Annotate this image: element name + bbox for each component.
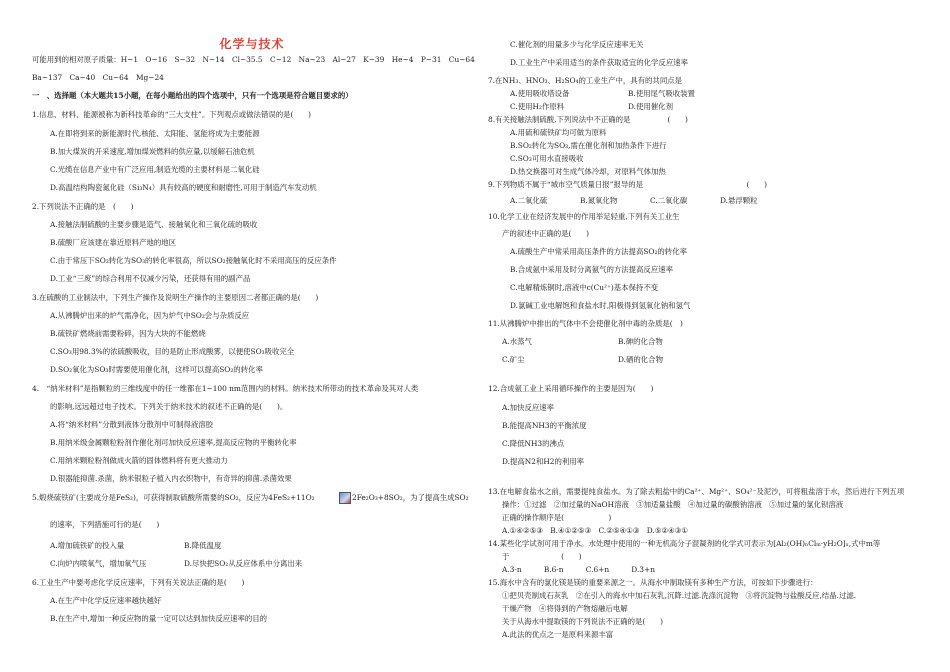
q9-stem: 9.下列物质不属于“城市空气质量日报”报导的是 ( ) bbox=[488, 180, 768, 189]
q10-stem: 10.化学工业在经济发展中的作用举足轻重,下列有关工业生 bbox=[488, 212, 680, 221]
q4-option-b: B.用纳米级金属颗粒粉剂作催化剂可加快反应速率,提高反应物的平衡转化率 bbox=[50, 438, 297, 447]
q3-option-d: D.SO₂氧化为SO₃时需要使用催化剂，这样可以提高SO₂的转化率 bbox=[50, 365, 263, 374]
q9-option-d: D.悬浮颗粒 bbox=[720, 196, 758, 205]
q4-option-c: C.用纳米颗粒粉剂做成火箭的固体燃料将有更大推动力 bbox=[50, 456, 228, 465]
q3-stem: 3.在硫酸的工业制法中，下列生产操作及说明生产操作的主要原因二者都正确的是( ) bbox=[32, 293, 319, 302]
q11-stem: 11.从沸腾炉中排出的气体中不会使催化剂中毒的杂质是( ) bbox=[488, 319, 683, 328]
q1-option-c: C.光缆在信息产业中有广泛应用,制造光缆的主要材料是二氧化硅 bbox=[50, 165, 260, 174]
q15-option-a: A.此法的优点之一是原料来源丰富 bbox=[502, 630, 614, 639]
q4-option-a: A.将“纳米材料”分散到液体分散剂中可制得液溶胶 bbox=[50, 420, 214, 429]
q6-option-a: A.在生产中化学反应速率越快越好 bbox=[50, 596, 162, 605]
q10-option-c: C.电解精炼铜时,溶液中c(Cu²⁺)基本保持不变 bbox=[510, 283, 659, 292]
q10-option-a: A.硫酸生产中常采用高压条件的方法提高SO₂的转化率 bbox=[510, 247, 687, 256]
q15-steps-cont: 干燥产物 ④将得到的产物熔融后电解 bbox=[502, 604, 628, 613]
atomic-masses-line2: Ba~137 Ca~40 Cu~64 Mg~24 bbox=[32, 73, 164, 82]
q3-option-b: B.硫铁矿燃烧前需要粉碎，因为大块的不能燃烧 bbox=[50, 329, 206, 338]
q5-stem-equation: 2Fe₂O₃+8SO₂，为了提高生成SO₂ bbox=[352, 493, 469, 502]
q14-options: A.3-n B.6-n C.6+n D.3+n bbox=[502, 565, 655, 574]
q1-stem: 1.信息、材料、能源被称为新科技革命的“三大支柱”。下列观点或做法错误的是( ) bbox=[32, 110, 312, 119]
q13-stem-cont: 正确的操作顺序是( ) bbox=[502, 513, 612, 522]
q3-option-c: C.SO₃用98.3%的浓硫酸吸收，目的是防止形成酸雾，以便使SO₃吸收完全 bbox=[50, 347, 295, 356]
q8-option-b: B.SO₂转化为SO₃,需在催化剂和加热条件下进行 bbox=[510, 141, 667, 150]
q10-option-b: B.合成氨中采用及时分离氨气的方法提高反应速率 bbox=[510, 265, 673, 274]
q12-option-b: B.能提高NH3的平衡浓度 bbox=[502, 421, 587, 430]
q5-stem: 5.煅烧硫铁矿(主要成分是FeS₂)，可获得制取硫酸所需要的SO₂，反应为4FeS₂+11O₂ bbox=[32, 493, 315, 502]
q2-option-c: C.由于常压下SO₂转化为SO₃的转化率很高，所以SO₂接触氧化时不采用高压的反应条件 bbox=[50, 256, 337, 265]
q10-stem-cont: 产的叙述中正确的是( ) bbox=[502, 229, 590, 238]
q4-stem-cont: 的影响,远远超过电子技术。下列关于纳米技术的叙述不正确的是( )。 bbox=[50, 402, 288, 411]
q10-option-d: D.氯碱工业电解饱和食盐水时,阳极得到氢氧化钠和氢气 bbox=[510, 301, 691, 310]
q2-stem: 2.下列说法不正确的是 ( ) bbox=[32, 202, 134, 211]
q2-option-b: B.硫酸厂应该建在靠近原料产地的地区 bbox=[50, 238, 177, 247]
q7-stem: 7.在NH₃、HNO₃、H₂SO₄的工业生产中，具有的共同点是 bbox=[488, 76, 682, 85]
q1-option-a: A.在即将到来的新能源时代,核能、太阳能、氢能将成为主要能源 bbox=[50, 129, 260, 138]
q9-option-b: B.氮氧化物 bbox=[580, 196, 618, 205]
q13-options: A.①④②⑤③ B.④①②⑤③ C.②⑤④①③ D.⑤②④③① bbox=[502, 526, 688, 535]
q8-option-d: D.热交换器可对生成气体冷却，对原料气体加热 bbox=[510, 167, 666, 176]
q6-option-c: C.催化剂的用量多少与化学反应速率无关 bbox=[510, 40, 644, 49]
q9-option-a: A.二氧化硫 bbox=[510, 196, 548, 205]
q12-stem: 12.合成氨工业上采用循环操作的主要是因为( ) bbox=[488, 384, 654, 393]
q5-option-c: C.向炉内喷氧气，增加氧气压 bbox=[50, 559, 147, 568]
q12-option-c: C.降低NH3的沸点 bbox=[502, 439, 565, 448]
q2-option-a: A.接触法制硫酸的主要步骤是造气、接触氧化和三氧化硫的吸收 bbox=[50, 220, 258, 229]
q13-steps: 操作：①过滤 ②加过量的NaOH溶液 ③加适量盐酸 ④加过量的碳酸钠溶液 ⑤加过量的氯化钡溶液 bbox=[502, 500, 844, 509]
q15-steps: ①把贝壳制成石灰乳 ②在引入的海水中加石灰乳,沉降.过滤.洗涤沉淀物 ③将沉淀物与盐酸反应,结晶.过滤. bbox=[502, 591, 857, 600]
q3-option-a: A.从沸腾炉出来的炉气需净化，因为炉气中SO₂会与杂质反应 bbox=[50, 311, 250, 320]
q6-option-d: D.工业生产中采用适当的条件获取适宜的化学反应速率 bbox=[510, 58, 688, 67]
q6-stem: 6.工业生产中要考虑化学反应速率，下列有关说法正确的是( ) bbox=[32, 578, 245, 587]
q5-option-a: A.增加硫铁矿的投入量 bbox=[50, 541, 125, 550]
q11-option-c: C.矿尘 bbox=[502, 355, 525, 364]
q4-stem: 4. “纳米材料”是指颗粒的三维线度中的任一维都在1~100 nm范围内的材料。纳米技术所带动的技术革命及其对人类 bbox=[32, 384, 419, 393]
equation-image-icon bbox=[339, 492, 351, 504]
q13-stem: 13.在电解食盐水之前，需要提纯食盐水。为了除去粗盐中的Ca²⁺、Mg²⁺、SO₄²⁻及泥沙，可将粗盐溶于水，然后进行下列五项 bbox=[488, 487, 905, 496]
q8-option-c: C.SO₃可用水直接吸收 bbox=[510, 154, 584, 163]
q6-option-b: B.在生产中,增加一种反应物的量一定可以达到加快反应速率的目的 bbox=[50, 614, 268, 623]
q5-stem-cont: 的速率，下列措施可行的是( ) bbox=[50, 520, 160, 529]
q1-option-b: B.加大煤炭的开采速度,增加煤炭燃料的供应量,以缓解石油危机 bbox=[50, 147, 255, 156]
q14-stem: 14.某些化学试剂可用于净水。水处理中使用的一种无机高分子混凝剂的化学式可表示为[Al₂(OH)ₙClₘ·yH₂O]ₓ,式中m等 bbox=[488, 539, 881, 548]
q4-option-d: D.银器能抑菌.杀菌，纳米银粒子植入内衣织物中，有奇异的抑菌.杀菌效果 bbox=[50, 474, 292, 483]
q15-stem-cont: 关于从海水中提取镁的下列说法不正确的是( ) bbox=[502, 617, 663, 626]
q12-option-a: A.加快反应速率 bbox=[502, 403, 555, 412]
section-heading: 一 、选择题（本大题共15小题，在每小题给出的四个选项中，只有一个选项是符合题目要求的） bbox=[32, 91, 353, 100]
atomic-masses-line1: 可能用到的相对原子质量：H~1 O~16 S~32 N~14 Cl~35.5 C~12 Na~23 Al~27 K~39 He~4 P~31 Cu~64 bbox=[32, 55, 475, 64]
q9-option-c: C.二氧化碳 bbox=[650, 196, 688, 205]
q5-option-d: D.尽快把SO₂从反应体系中分离出来 bbox=[184, 559, 303, 568]
q7-option-d: D.使用催化剂 bbox=[628, 102, 673, 111]
q7-option-b: B.使用尾气吸收装置 bbox=[628, 89, 695, 98]
q11-option-d: D.硒的化合物 bbox=[618, 355, 663, 364]
q12-option-d: D.提高N2和H2的利用率 bbox=[502, 457, 585, 466]
q14-stem-cont: 于 ( ) bbox=[502, 552, 582, 561]
q5-option-b: B.降低温度 bbox=[184, 541, 222, 550]
q15-stem: 15.海水中含有的氯化镁是镁的重要来源之一。从海水中制取镁有多种生产方法，可按如下步骤进行： bbox=[488, 578, 818, 587]
q8-option-a: A.用硫和硫铁矿均可做为原料 bbox=[510, 128, 607, 137]
q2-option-d: D.工业“三废”的综合利用不仅减少污染，还获得有用的副产品 bbox=[50, 274, 251, 283]
q1-option-d: D.高温结构陶瓷氮化硅（Si₃N₄）具有较高的硬度和耐磨性,可用于制造汽车发动机 bbox=[50, 183, 317, 192]
q7-option-a: A.使用吸收塔设备 bbox=[510, 89, 570, 98]
q11-option-a: A.水蒸气 bbox=[502, 337, 532, 346]
page-title: 化学与技术 bbox=[219, 37, 285, 51]
q7-option-c: C.使用H₂作原料 bbox=[510, 102, 565, 111]
q11-option-b: B.砷的化合物 bbox=[618, 337, 663, 346]
q8-stem: 8.有关接触法制硫酸,下列说法中不正确的是 ( ) bbox=[488, 115, 688, 124]
